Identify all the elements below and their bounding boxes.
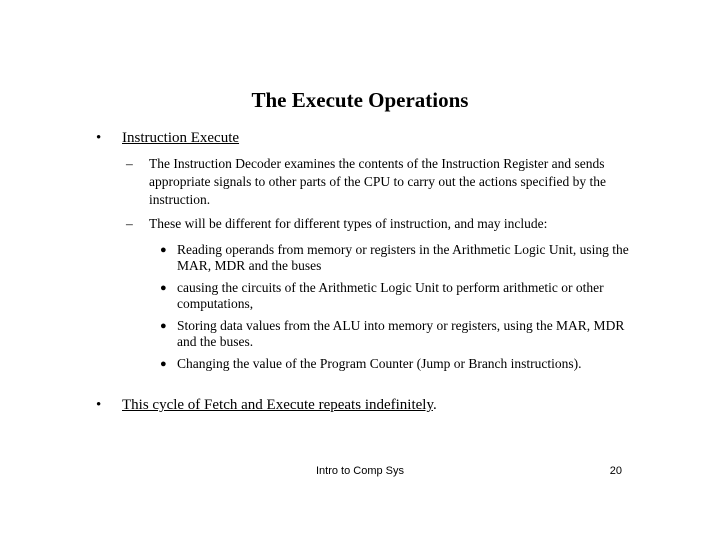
dot-item-program-counter — [160, 356, 630, 372]
bullet-heading: Instruction Execute — [122, 130, 240, 146]
dot-item-text: Storing data values from the ALU into memory or registers, using the MAR, MDR and the buses. — [177, 318, 625, 349]
bullet-mark: • — [96, 397, 102, 413]
bullet-mark: • — [96, 130, 102, 146]
dash-mark: – — [126, 156, 133, 171]
bullet-cycle-period: . — [433, 397, 437, 413]
dot-mark: ● — [160, 244, 167, 256]
dot-item-text: Changing the value of the Program Counter (Jump or Branch instructions). — [177, 356, 582, 371]
dot-mark: ● — [160, 358, 167, 370]
dot-mark: ● — [160, 320, 167, 332]
dot-mark: ● — [160, 282, 167, 294]
bullet-cycle-repeats — [96, 396, 437, 414]
dot-item-text: Reading operands from memory or registers in the Arithmetic Logic Unit, using the MAR, MDR and the buses — [177, 242, 629, 273]
sub-item-types — [126, 215, 626, 233]
footer-course: Intro to Comp Sys — [315, 465, 405, 477]
dot-item-alu-circuits — [160, 280, 630, 312]
sub-item-decoder — [126, 155, 626, 209]
dot-item-reading-operands — [160, 242, 630, 274]
dot-item-storing-data — [160, 318, 630, 350]
dot-item-text: causing the circuits of the Arithmetic Logic Unit to perform arithmetic or other computations, — [177, 280, 604, 311]
bullet-instruction-execute — [96, 129, 239, 147]
sub-item-text: These will be different for different types of instruction, and may include: — [149, 216, 548, 231]
bullet-cycle-text: This cycle of Fetch and Execute repeats indefinitely — [122, 397, 433, 413]
footer-page-number: 20 — [609, 465, 622, 477]
slide-title: The Execute Operations — [251, 88, 469, 112]
dash-mark: – — [126, 216, 133, 231]
sub-item-text: The Instruction Decoder examines the contents of the Instruction Register and sends appropriate signals to other parts of the CPU to carry out the actions specified by the instruction. — [149, 156, 607, 207]
